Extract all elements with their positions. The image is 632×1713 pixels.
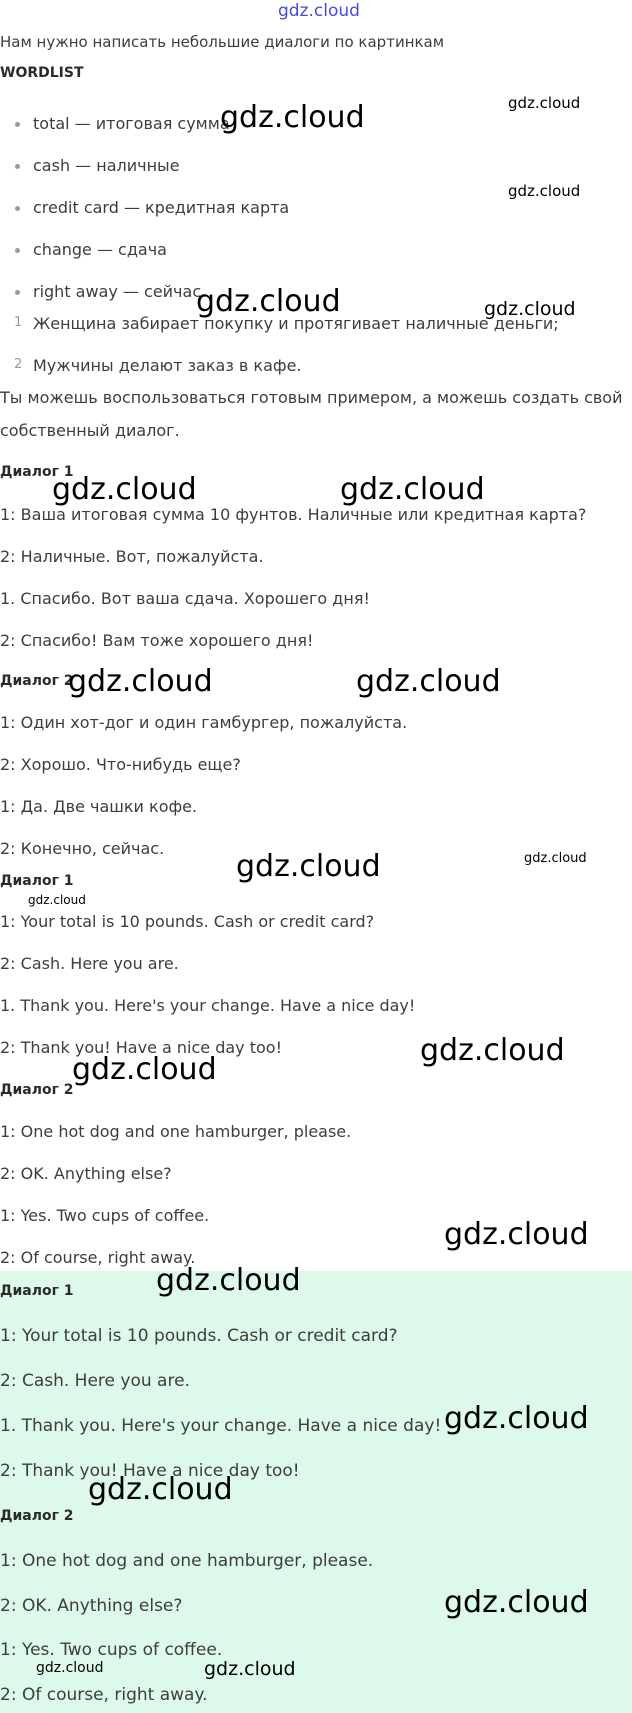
bullet-icon: [15, 164, 20, 169]
dialog-line: 2: OK. Anything else?: [0, 1596, 183, 1616]
dialog-line: 1: Your total is 10 pounds. Cash or credit card?: [0, 1326, 398, 1346]
watermark: gdz.cloud: [356, 664, 501, 699]
bullet-icon: [15, 206, 20, 211]
dialog-line: 2: Хорошо. Что-нибудь еще?: [0, 755, 241, 774]
dialog-title: Диалог 2: [0, 1082, 74, 1098]
dialog-line: 2: Наличные. Вот, пожалуйста.: [0, 547, 264, 566]
dialog-line: 1: Да. Две чашки кофе.: [0, 797, 198, 816]
dialog-title: Диалог 1: [0, 873, 74, 889]
watermark: gdz.cloud: [508, 182, 581, 200]
dialog-title: Диалог 2: [0, 1508, 74, 1524]
note-text: Ты можешь воспользоваться готовым примером, а можешь создать свой: [0, 388, 623, 407]
watermark: gdz.cloud: [484, 298, 576, 320]
dialog-line: 2: Of course, right away.: [0, 1248, 196, 1267]
task-number: 2: [14, 357, 23, 372]
bullet-icon: [15, 248, 20, 253]
dialog-line: 2: OK. Anything else?: [0, 1164, 172, 1183]
watermark: gdz.cloud: [72, 1052, 217, 1087]
dialog-line: 1: Yes. Two cups of coffee.: [0, 1206, 210, 1225]
dialog-title: Диалог 2: [0, 673, 74, 689]
watermark: gdz.cloud: [508, 94, 581, 112]
watermark: gdz.cloud: [220, 100, 365, 135]
dialog-line: 1. Thank you. Here's your change. Have a nice day!: [0, 996, 416, 1015]
bullet-icon: [15, 290, 20, 295]
dialog-line: 1. Thank you. Here's your change. Have a nice day!: [0, 1416, 442, 1436]
watermark: gdz.cloud: [156, 1263, 301, 1298]
watermark: gdz.cloud: [68, 664, 213, 699]
watermark: gdz.cloud: [204, 1658, 296, 1680]
task-text: Женщина забирает покупку и протягивает наличные деньги;: [33, 314, 559, 333]
intro-text: Нам нужно написать небольшие диалоги по картинкам: [0, 33, 445, 51]
dialog-line: 2: Конечно, сейчас.: [0, 839, 165, 858]
dialog-title: Диалог 1: [0, 1283, 74, 1299]
watermark: gdz.cloud: [524, 851, 587, 866]
watermark: gdz.cloud: [444, 1401, 589, 1436]
dialog-line: 2: Cash. Here you are.: [0, 954, 179, 973]
dialog-line: 1: Один хот-дог и один гамбургер, пожалуйста.: [0, 713, 408, 732]
task-number: 1: [14, 315, 23, 330]
watermark: gdz.cloud: [236, 849, 381, 884]
watermark: gdz.cloud: [196, 284, 341, 319]
dialog-line: 2: Cash. Here you are.: [0, 1371, 190, 1391]
dialog-line: 2: Of course, right away.: [0, 1685, 208, 1705]
dialog-line: 1: Your total is 10 pounds. Cash or credit card?: [0, 912, 375, 931]
wordlist-item: credit card — кредитная карта: [33, 198, 290, 217]
wordlist-item: total — итоговая сумма: [33, 114, 230, 133]
wordlist-title: WORDLIST: [0, 65, 84, 81]
watermark: gdz.cloud: [36, 1660, 104, 1676]
note-text: собственный диалог.: [0, 421, 180, 440]
task-text: Мужчины делают заказ в кафе.: [33, 356, 302, 375]
bullet-icon: [15, 122, 20, 127]
watermark: gdz.cloud: [420, 1033, 565, 1068]
dialog-line: 2: Спасибо! Вам тоже хорошего дня!: [0, 631, 314, 650]
dialog-line: 1. Спасибо. Вот ваша сдача. Хорошего дня!: [0, 589, 370, 608]
dialog-line: 1: Yes. Two cups of coffee.: [0, 1640, 223, 1660]
watermark: gdz.cloud: [88, 1472, 233, 1507]
wordlist-item: change — сдача: [33, 240, 167, 259]
dialog-line: 2: Thank you! Have a nice day too!: [0, 1461, 300, 1481]
dialog-title: Диалог 1: [0, 464, 74, 480]
dialog-line: 1: Ваша итоговая сумма 10 фунтов. Наличные или кредитная карта?: [0, 505, 587, 524]
dialog-line: 2: Thank you! Have a nice day too!: [0, 1038, 282, 1057]
dialog-line: 1: One hot dog and one hamburger, please.: [0, 1551, 374, 1571]
site-watermark: gdz.cloud: [278, 1, 360, 21]
wordlist-item: cash — наличные: [33, 156, 180, 175]
watermark: gdz.cloud: [444, 1585, 589, 1620]
dialog-line: 1: One hot dog and one hamburger, please.: [0, 1122, 352, 1141]
watermark: gdz.cloud: [444, 1217, 589, 1252]
watermark: gdz.cloud: [340, 472, 485, 507]
watermark: gdz.cloud: [28, 893, 86, 907]
wordlist-item: right away — сейчас: [33, 282, 202, 301]
watermark: gdz.cloud: [52, 472, 197, 507]
